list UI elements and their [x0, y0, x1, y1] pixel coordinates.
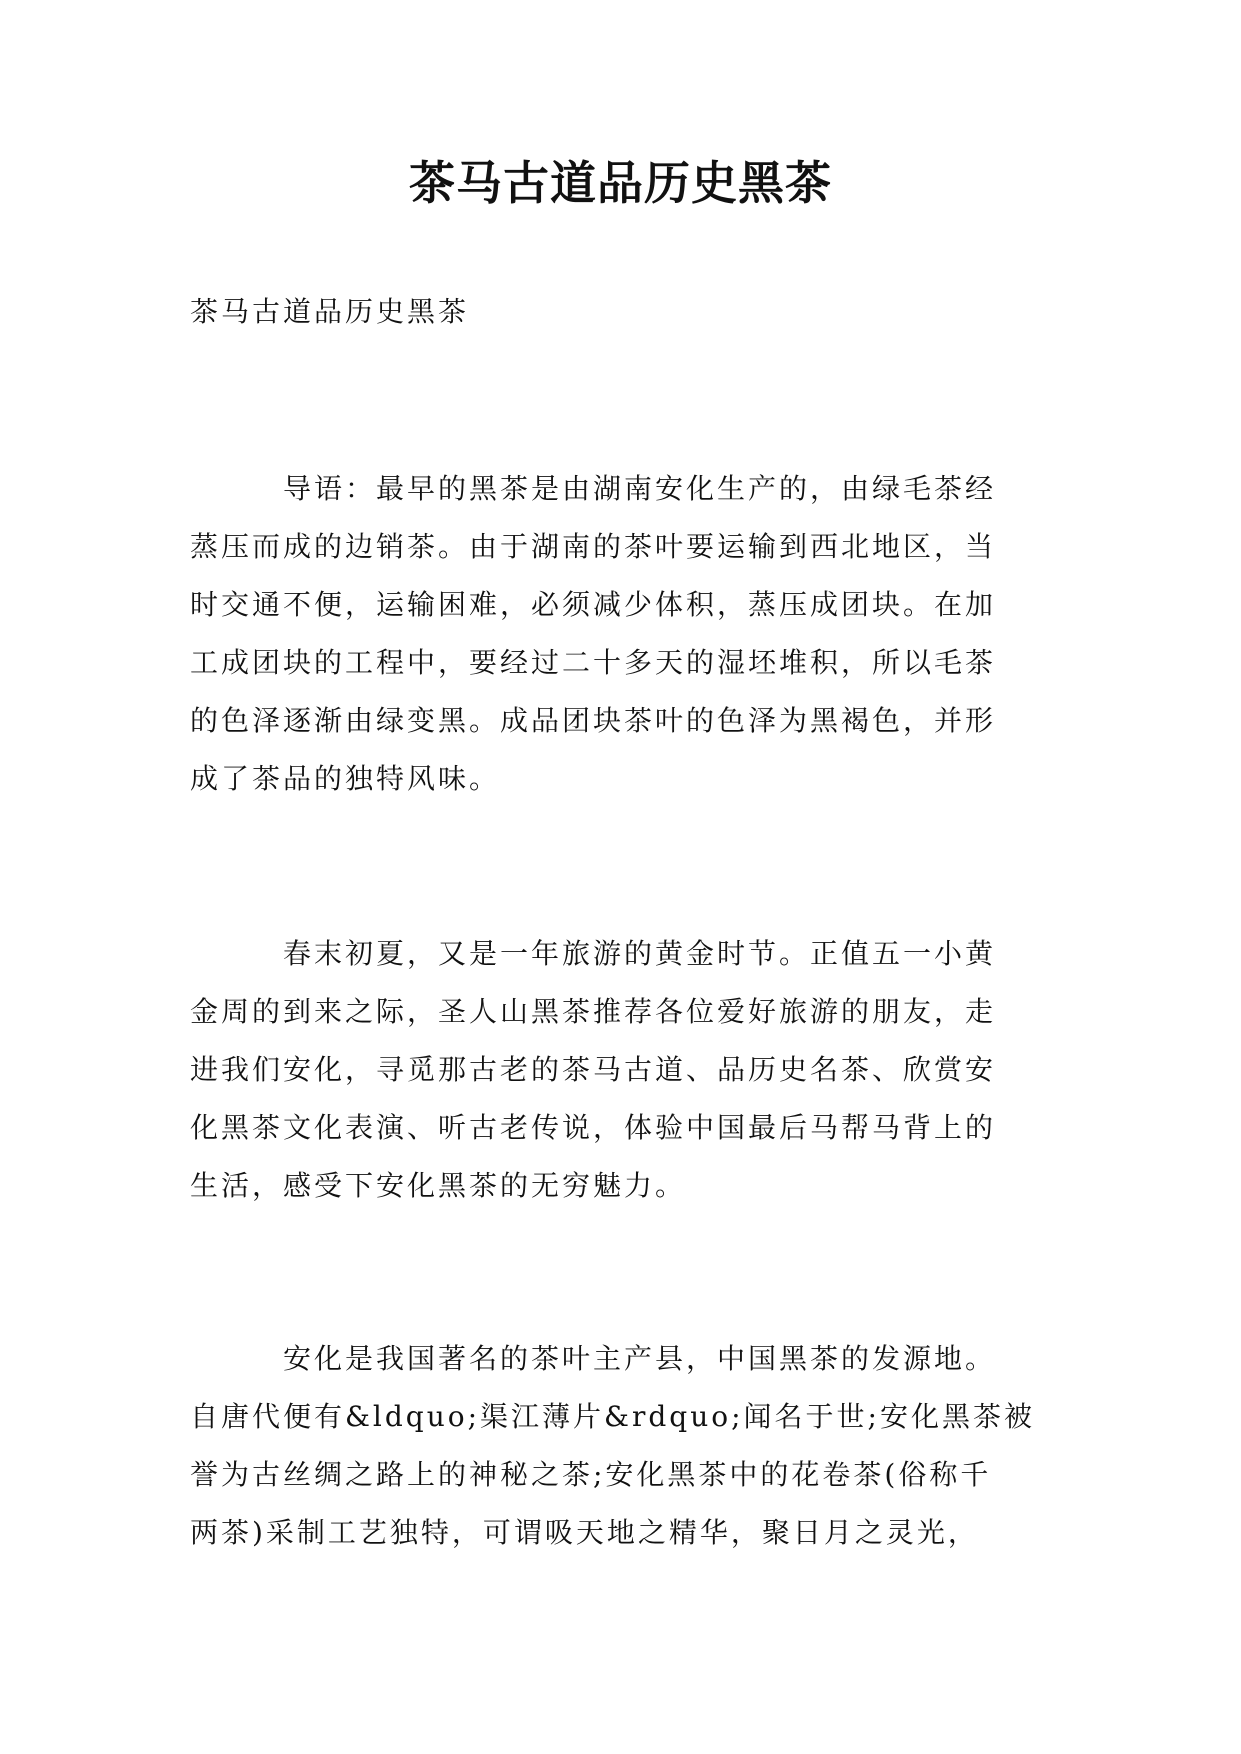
- document-subtitle: 茶马古道品历史黑茶: [190, 295, 470, 328]
- paragraph-anhua: 安化是我国著名的茶叶主产县，中国黑茶的发源地。 自唐代便有&ldquo;渠江薄片&rdquo;闻名于世;安化黑茶被 誉为古丝绸之路上的神秘之茶;安化黑茶中的花卷茶(俗称千 两茶)采制工艺独特，可谓吸天地之精华，聚日月之灵光，: [190, 1342, 1035, 1549]
- paragraph-travel: 春末初夏，又是一年旅游的黄金时节。正值五一小黄 金周的到来之际，圣人山黑茶推荐各位爱好旅游的朋友，走 进我们安化，寻觅那古老的茶马古道、品历史名茶、欣赏安 化黑茶文化表演、听古老传说，体验中国最后马帮马背上的 生活，感受下安化黑茶的无穷魅力。: [190, 937, 997, 1202]
- paragraph-intro: 导语：最早的黑茶是由湖南安化生产的，由绿毛茶经 蒸压而成的边销茶。由于湖南的茶叶要运输到西北地区，当 时交通不便，运输困难，必须减少体积，蒸压成团块。在加 工成团块的工程中，要经过二十多天的湿坯堆积，所以毛茶 的色泽逐渐由绿变黑。成品团块茶叶的色泽为黑褐色，并形 成了茶品的独特风味。: [190, 472, 997, 795]
- document-title: 茶马古道品历史黑茶: [409, 156, 832, 210]
